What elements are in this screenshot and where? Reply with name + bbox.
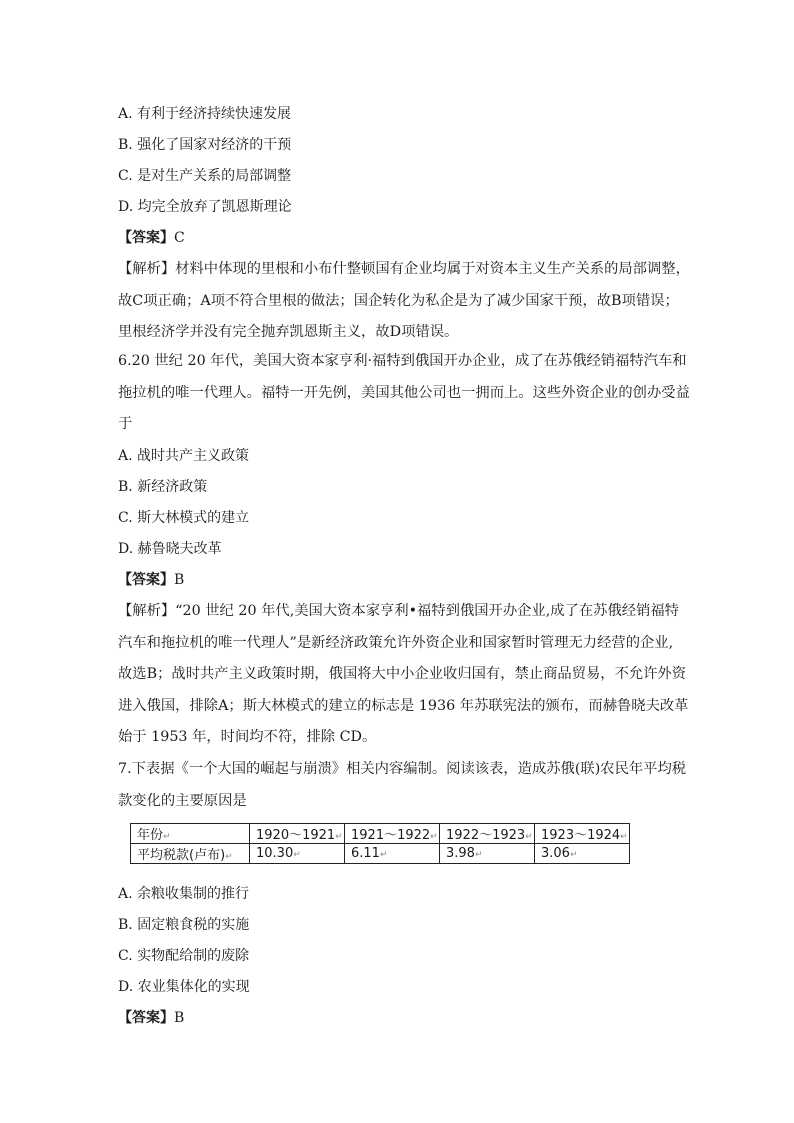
tax-table [130, 823, 630, 864]
analysis-line: 汽车和拖拉机的唯一代理人”是新经济政策允许外资企业和国家暂时管理无力经营的企业, [118, 634, 674, 651]
stem-line: 于 [118, 416, 133, 432]
q5-answer [118, 228, 185, 248]
q6-stem [118, 346, 688, 441]
q7-answer [118, 1008, 184, 1028]
table-cell: 1923～1924↵ [535, 824, 630, 844]
q6-option-b: B. 新经济政策 [118, 479, 208, 495]
q7-option-b: B. 固定粮食税的实施 [118, 917, 250, 933]
q6-answer [118, 570, 184, 590]
q7-option-d: D. 农业集体化的实现 [118, 979, 250, 995]
q6-option-a: A. 战时共产主义政策 [118, 448, 250, 464]
analysis-line: 故C项正确；A项不符合里根的做法；国企转化为私企是为了减少国家干预，故B项错误； [118, 292, 679, 309]
answer-value: B [174, 572, 185, 588]
q6-analysis [118, 596, 688, 754]
table-cell: 年份↵ [131, 824, 250, 844]
q7-option-a: A. 余粮收集制的推行 [118, 886, 250, 902]
table-cell: 3.98↵ [440, 844, 535, 864]
analysis-line: 始于 1953 年，时间均不符，排除 CD。 [118, 729, 377, 745]
table-row [131, 844, 630, 864]
table-cell: 1922～1923↵ [440, 824, 535, 844]
q7-stem [118, 754, 688, 817]
analysis-line: 【解析】材料中体现的里根和小布什整顿国有企业均属于对资本主义生产关系的局部调整， [118, 261, 690, 277]
answer-label: 【答案】 [118, 1010, 174, 1026]
table-row [131, 824, 630, 844]
q5-option-a: A. 有利于经济持续快速发展 [118, 106, 292, 122]
analysis-line: 故选B；战时共产主义政策时期，俄国将大中小企业收归国有，禁止商品贸易，不允许外资 [118, 666, 687, 682]
analysis-line: 【解析】“20 世纪 20 年代,美国大资本家亨利•福特到俄国开办企业,成了在苏俄经销福特 [118, 603, 679, 619]
answer-value: C [174, 230, 185, 246]
stem-line: 拖拉机的唯一代理人。福特一开先例，美国其他公司也一拥而上。这些外资企业的创办受益 [118, 384, 690, 401]
q5-analysis [118, 254, 688, 349]
table-cell: 10.30↵ [250, 844, 345, 864]
answer-label: 【答案】 [118, 230, 174, 246]
table-cell: 平均税款(卢布)↵ [131, 844, 250, 864]
stem-line: 款变化的主要原因是 [118, 792, 247, 809]
q5-option-b: B. 强化了国家对经济的干预 [118, 137, 292, 153]
stem-line: 6.20 世纪 20 年代，美国大资本家亨利·福特到俄国开办企业，成了在苏俄经销福特汽车和 [118, 353, 687, 369]
answer-label: 【答案】 [118, 572, 174, 588]
table-cell: 6.11↵ [345, 844, 440, 864]
q7-option-c: C. 实物配给制的废除 [118, 948, 250, 964]
table-cell: 1921～1922↵ [345, 824, 440, 844]
table-cell: 3.06↵ [535, 844, 630, 864]
q5-option-d: D. 均完全放弃了凯恩斯理论 [118, 199, 292, 215]
q5-option-c: C. 是对生产关系的局部调整 [118, 168, 292, 184]
table-cell: 1920～1921↵ [250, 824, 345, 844]
analysis-line: 进入俄国，排除A；斯大林模式的建立的标志是 1936 年苏联宪法的颁布，而赫鲁晓夫改革 [118, 697, 689, 714]
answer-value: B [174, 1010, 185, 1026]
q6-option-d: D. 赫鲁晓夫改革 [118, 541, 222, 557]
stem-line: 7.下表据《一个大国的崛起与崩溃》相关内容编制。阅读该表，造成苏俄(联)农民年平均税 [118, 761, 687, 777]
analysis-line: 里根经济学并没有完全抛弃凯恩斯主义，故D项错误。 [118, 324, 459, 340]
q6-option-c: C. 斯大林模式的建立 [118, 510, 250, 526]
